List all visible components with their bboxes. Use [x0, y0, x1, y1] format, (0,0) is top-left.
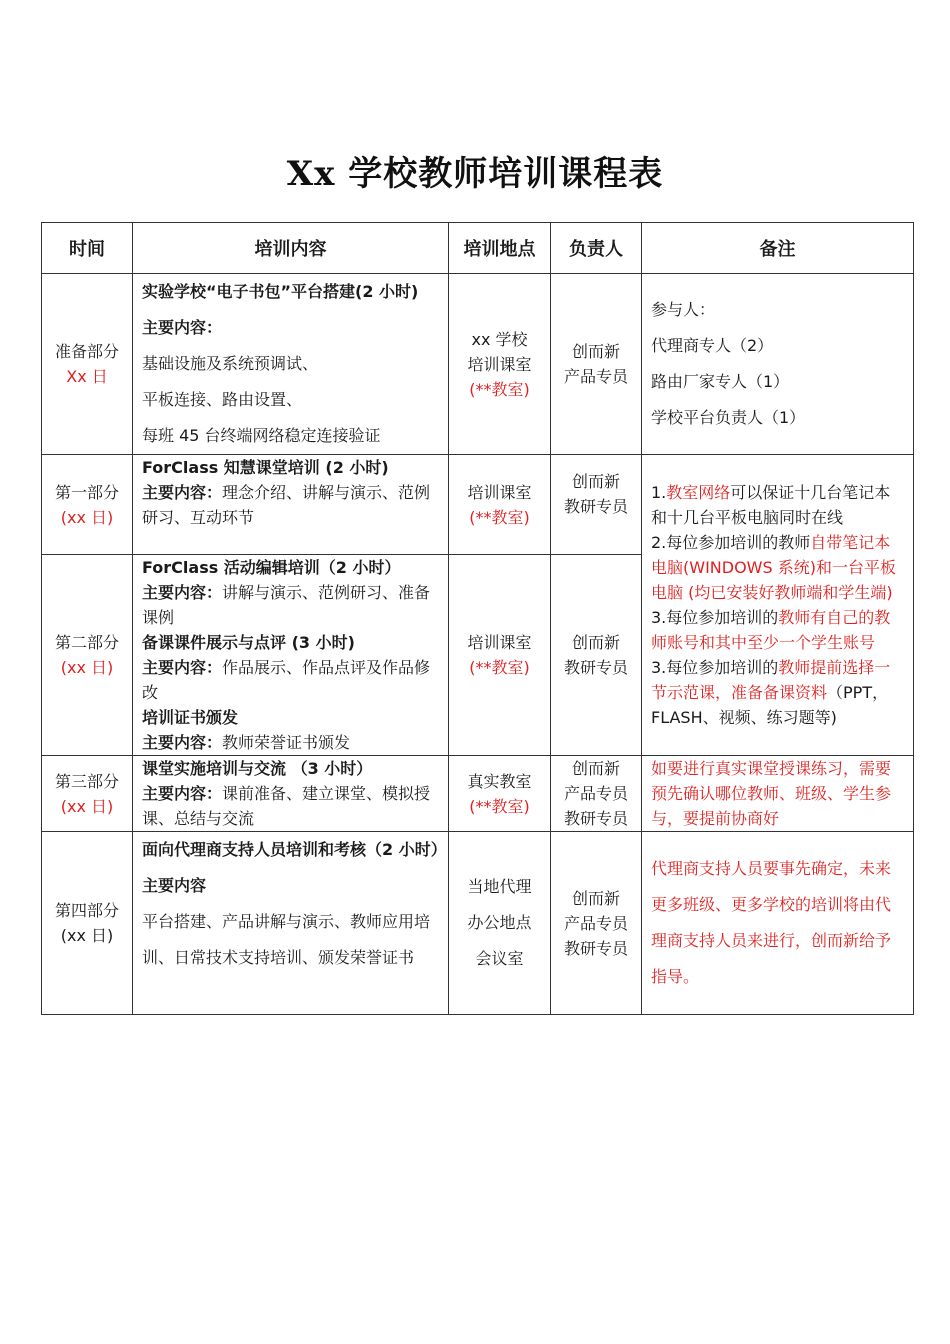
phase-date: (xx 日) [60, 926, 114, 945]
content-label: 主要内容： [142, 733, 223, 752]
table-row [42, 455, 914, 555]
header-row [42, 223, 914, 274]
page-title: Xx 学校教师培训课程表 [286, 154, 664, 194]
phase-date: (xx 日) [60, 796, 114, 816]
note-line: 参与人： [651, 300, 716, 319]
note-cell: 如要进行真实课堂授课练习，需要预先确认哪位教师、班级、学生参与，要提前协商好 [642, 756, 914, 832]
note-item: 3.每位参加培训的教师有自己的教师账号和其中至少一个学生账号 [651, 608, 891, 652]
place-cell [449, 756, 551, 832]
place-cell [449, 455, 551, 555]
place-room: (**教室) [469, 658, 530, 677]
time-cell [42, 555, 133, 756]
note-line: 代理商专人（2） [651, 336, 774, 355]
phase-date: Xx 日 [66, 367, 108, 386]
owner-cell [551, 756, 642, 832]
content-cell [133, 455, 449, 555]
content-text: 理念介绍、讲解与演示、范例研习、互动环节 [142, 483, 431, 527]
content-title: 课堂实施培训与交流 （3 小时） [142, 759, 373, 778]
content-title: ForClass 知慧课堂培训 (2 小时) [142, 458, 389, 477]
content-title: 实验学校“电子书包”平台搭建(2 小时) [142, 282, 419, 301]
header-time: 时间 [42, 223, 133, 274]
place-line: 培训课室 [467, 354, 532, 374]
owner-line: 产品专员 [563, 367, 628, 386]
place-line: 办公地点 [467, 913, 532, 932]
content-label: 主要内容： [142, 784, 223, 803]
time-cell [42, 274, 133, 455]
place-line: 会议室 [475, 949, 524, 968]
place-cell [449, 832, 551, 1015]
content-label: 主要内容： [142, 583, 223, 602]
time-cell [42, 832, 133, 1015]
phase-label: 第三部分 [54, 771, 119, 791]
content-title: 培训证书颁发 [142, 708, 239, 727]
content-text: 讲解与演示、范例研习、准备课例 [142, 583, 431, 627]
content-label: 主要内容： [142, 658, 223, 677]
note-cell-merged [642, 455, 914, 756]
content-text: 教师荣誉证书颁发 [222, 733, 351, 752]
content-title: ForClass 活动编辑培训（2 小时） [142, 558, 401, 577]
content-cell [133, 274, 449, 455]
owner-line: 创而新 [571, 759, 620, 778]
owner-line: 产品专员 [563, 784, 628, 803]
place-line: 培训课室 [467, 482, 532, 502]
place-line: xx 学校 [471, 329, 528, 349]
content-text: 平台搭建、产品讲解与演示、教师应用培训、日常技术支持培训、颁发荣誉证书 [142, 912, 431, 967]
note-item: 2.每位参加培训的教师自带笔记本电脑(WINDOWS 系统)和一台平板电脑 (均已安装好教师端和学生端) [651, 533, 896, 602]
place-room: (**教室) [469, 379, 530, 399]
note-cell: 代理商支持人员要事先确定，未来更多班级、更多学校的培训将由代理商支持人员来进行，创而新给予指导。 [642, 832, 914, 1015]
content-title: 备课课件展示与点评 (3 小时) [142, 633, 355, 652]
time-cell [42, 455, 133, 555]
header-owner: 负责人 [551, 223, 642, 274]
header-content: 培训内容 [133, 223, 449, 274]
owner-cell [551, 555, 642, 756]
place-room: (**教室) [469, 796, 530, 816]
phase-date: (xx 日) [60, 507, 114, 527]
content-text: 作品展示、作品点评及作品修改 [142, 658, 431, 702]
place-line: 真实教室 [467, 771, 532, 791]
owner-line: 产品专员 [563, 913, 628, 933]
content-line: 平板连接、路由设置、 [142, 390, 303, 409]
content-label: 主要内容： [142, 318, 223, 337]
owner-line: 创而新 [571, 342, 620, 361]
note-line: 路由厂家专人（1） [651, 372, 790, 391]
content-line: 每班 45 台终端网络稳定连接验证 [142, 426, 381, 445]
table-row [42, 756, 914, 832]
content-line: 基础设施及系统预调试、 [142, 354, 319, 373]
table-row [42, 832, 914, 1015]
header-place: 培训地点 [449, 223, 551, 274]
phase-label: 准备部分 [54, 342, 119, 361]
header-note: 备注 [642, 223, 914, 274]
content-label: 主要内容： [142, 483, 223, 502]
note-item: 1.教室网络可以保证十几台笔记本和十几台平板电脑同时在线 [651, 483, 891, 527]
place-line: 培训课室 [467, 633, 532, 652]
content-title: 面向代理商支持人员培训和考核（2 小时） [142, 840, 447, 859]
owner-line: 创而新 [571, 633, 620, 652]
owner-line: 教研专员 [563, 938, 628, 958]
owner-line: 创而新 [571, 888, 620, 908]
owner-line: 创而新 [571, 472, 620, 491]
table-row [42, 274, 914, 455]
place-cell [449, 555, 551, 756]
phase-label: 第一部分 [54, 482, 119, 502]
phase-date: (xx 日) [60, 658, 114, 677]
content-cell [133, 756, 449, 832]
note-cell [642, 274, 914, 455]
content-label: 主要内容 [142, 876, 207, 895]
phase-label: 第四部分 [54, 901, 119, 920]
content-cell [133, 832, 449, 1015]
note-item: 3.每位参加培训的教师提前选择一节示范课，准备备课资料（PPT，FLASH、视频、练习题等) [651, 658, 891, 727]
content-cell [133, 555, 449, 756]
schedule-table [41, 222, 914, 1015]
owner-line: 教研专员 [563, 658, 628, 677]
place-cell [449, 274, 551, 455]
content-text: 课前准备、建立课堂、模拟授课、总结与交流 [142, 784, 431, 828]
place-line: 当地代理 [467, 877, 532, 896]
time-cell [42, 756, 133, 832]
owner-cell [551, 455, 642, 555]
phase-label: 第二部分 [54, 633, 119, 652]
owner-line: 教研专员 [563, 809, 628, 828]
owner-cell [551, 832, 642, 1015]
owner-line: 教研专员 [563, 497, 628, 516]
place-room: (**教室) [469, 507, 530, 527]
note-line: 学校平台负责人（1） [651, 408, 806, 427]
owner-cell [551, 274, 642, 455]
